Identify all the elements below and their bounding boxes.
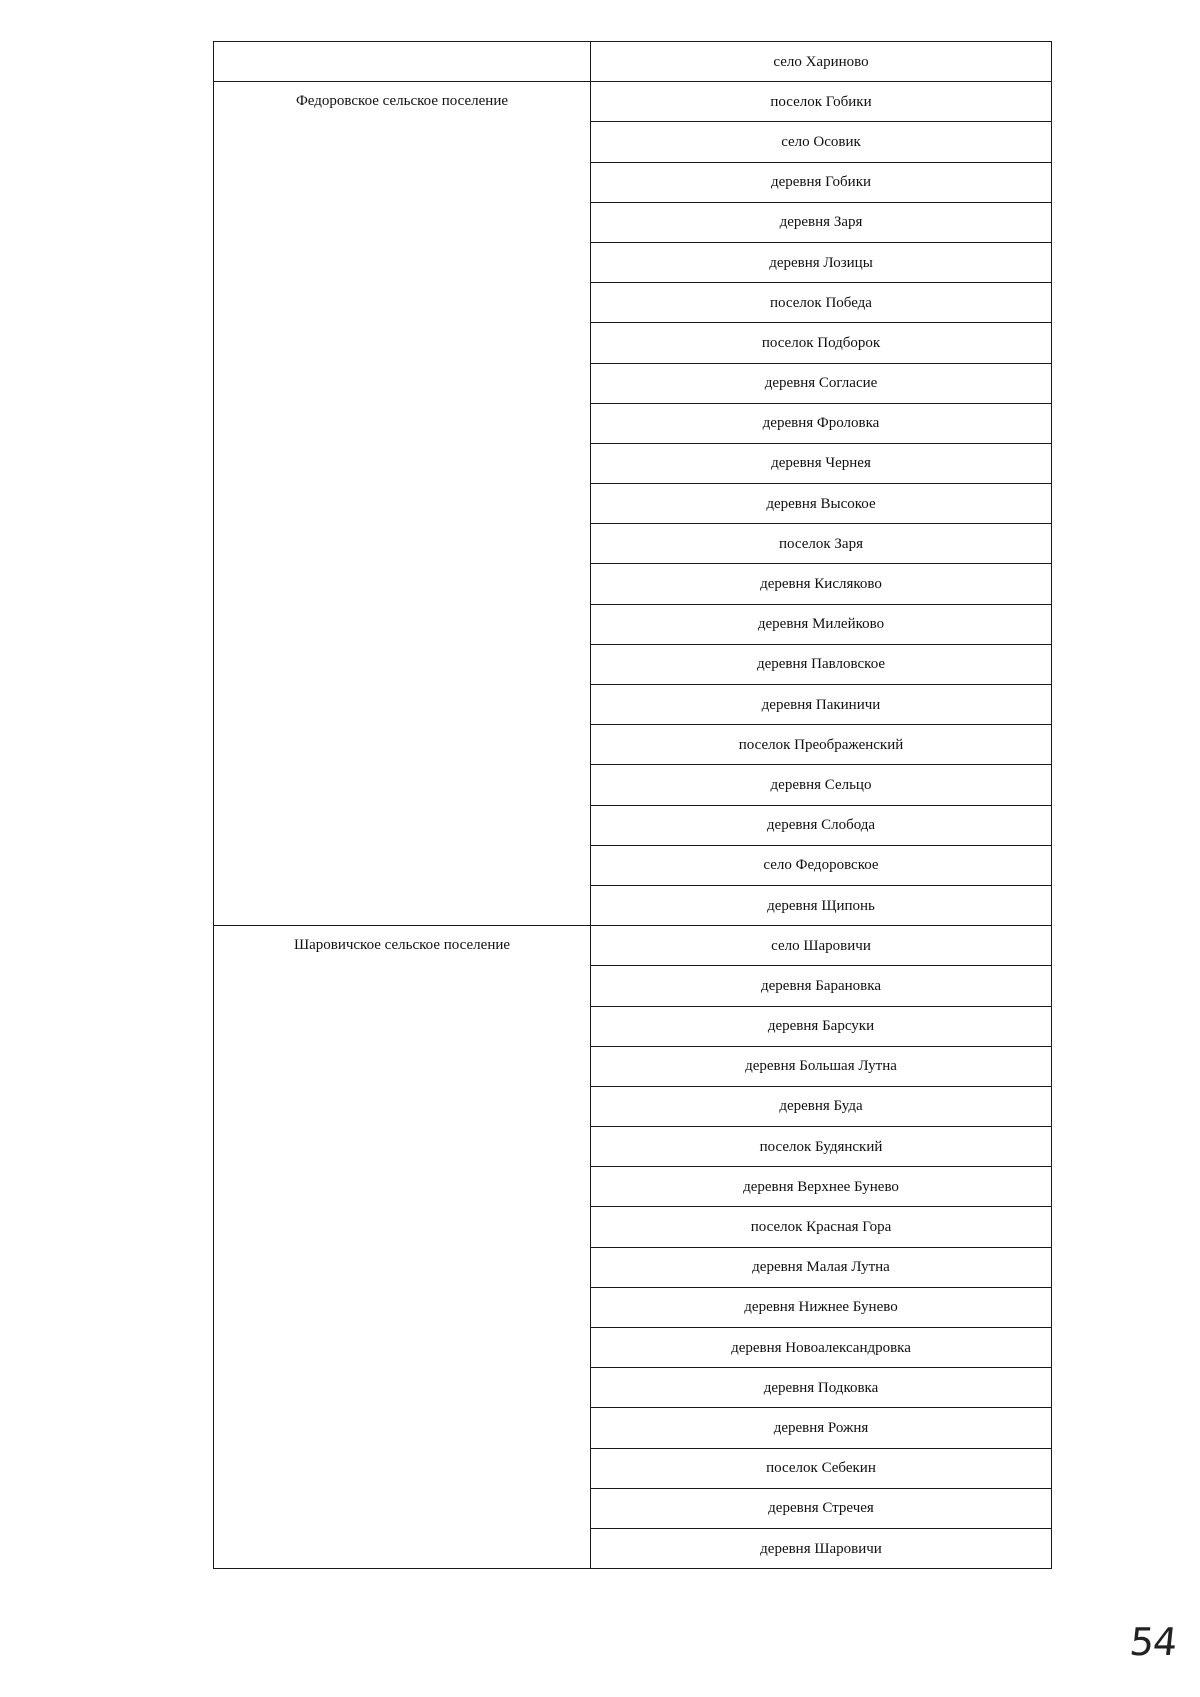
locality-name-cell: село Шаровичи	[591, 926, 1052, 966]
locality-name-cell: деревня Малая Лутна	[591, 1247, 1052, 1287]
locality-name-cell: деревня Согласие	[591, 363, 1052, 403]
settlements-table-body	[214, 42, 1052, 1569]
locality-name-cell: деревня Подковка	[591, 1368, 1052, 1408]
settlement-name-cell	[214, 42, 591, 82]
locality-name-cell: деревня Кисляково	[591, 564, 1052, 604]
locality-name-cell: деревня Высокое	[591, 484, 1052, 524]
locality-name-cell: деревня Буда	[591, 1086, 1052, 1126]
table-row	[214, 42, 1052, 82]
locality-name-cell: поселок Красная Гора	[591, 1207, 1052, 1247]
locality-name-cell: деревня Рожня	[591, 1408, 1052, 1448]
locality-name-cell: поселок Гобики	[591, 82, 1052, 122]
locality-name-cell: деревня Верхнее Бунево	[591, 1167, 1052, 1207]
settlement-name-cell: Федоровское сельское поселение	[214, 82, 591, 926]
locality-name-cell: деревня Милейково	[591, 604, 1052, 644]
locality-name-cell: деревня Нижнее Бунево	[591, 1287, 1052, 1327]
locality-name-cell: деревня Барановка	[591, 966, 1052, 1006]
locality-name-cell: деревня Сельцо	[591, 765, 1052, 805]
locality-name-cell: деревня Чернея	[591, 443, 1052, 483]
locality-name-cell: деревня Заря	[591, 202, 1052, 242]
locality-name-cell: деревня Щипонь	[591, 885, 1052, 925]
table-row	[214, 926, 1052, 966]
locality-name-cell: поселок Заря	[591, 524, 1052, 564]
locality-name-cell: поселок Будянский	[591, 1127, 1052, 1167]
locality-name-cell: деревня Барсуки	[591, 1006, 1052, 1046]
handwritten-page-number: 54	[1127, 1620, 1179, 1664]
locality-name-cell: поселок Преображенский	[591, 725, 1052, 765]
locality-name-cell: поселок Победа	[591, 283, 1052, 323]
settlement-name-cell: Шаровичское сельское поселение	[214, 926, 591, 1569]
locality-name-cell: деревня Стречея	[591, 1488, 1052, 1528]
locality-name-cell: деревня Павловское	[591, 644, 1052, 684]
locality-name-cell: деревня Большая Лутна	[591, 1046, 1052, 1086]
locality-name-cell: село Федоровское	[591, 845, 1052, 885]
locality-name-cell: поселок Подборок	[591, 323, 1052, 363]
locality-name-cell: деревня Слобода	[591, 805, 1052, 845]
settlements-table	[213, 41, 1052, 1569]
table-row	[214, 82, 1052, 122]
locality-name-cell: деревня Шаровичи	[591, 1528, 1052, 1568]
locality-name-cell: село Осовик	[591, 122, 1052, 162]
locality-name-cell: деревня Фроловка	[591, 403, 1052, 443]
locality-name-cell: поселок Себекин	[591, 1448, 1052, 1488]
locality-name-cell: деревня Пакиничи	[591, 685, 1052, 725]
locality-name-cell: деревня Новоалександровка	[591, 1328, 1052, 1368]
locality-name-cell: село Хариново	[591, 42, 1052, 82]
locality-name-cell: деревня Лозицы	[591, 242, 1052, 282]
locality-name-cell: деревня Гобики	[591, 162, 1052, 202]
